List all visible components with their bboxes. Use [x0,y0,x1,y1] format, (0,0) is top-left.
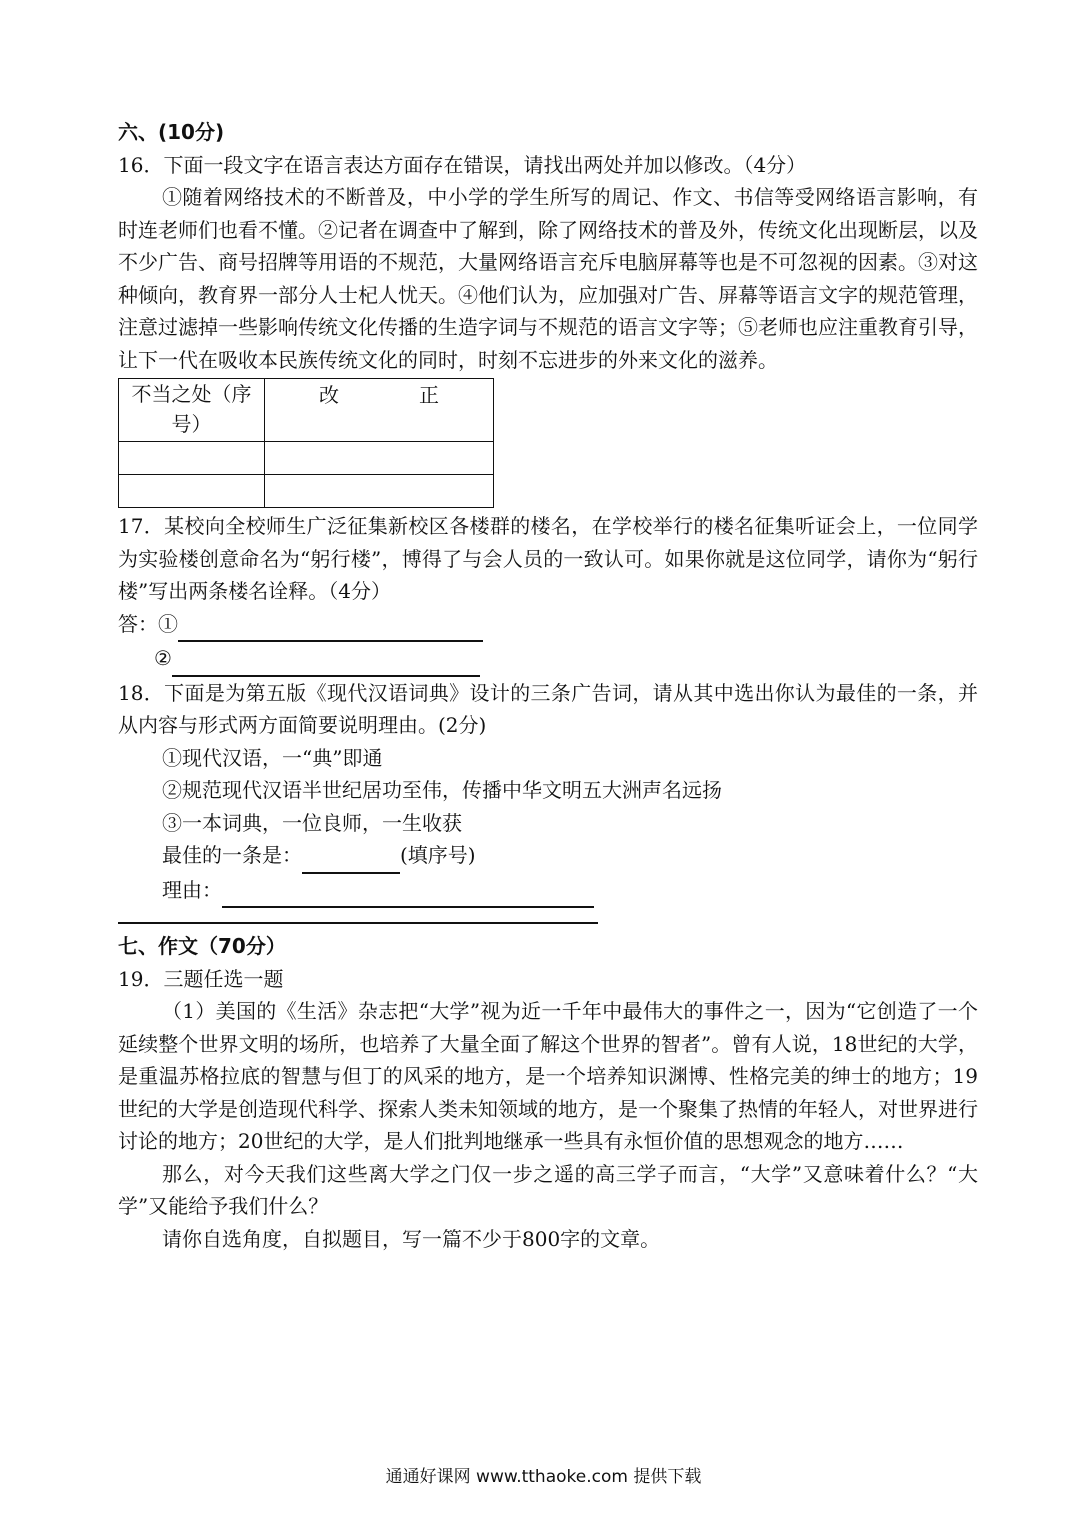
answer-blank-2[interactable] [172,642,480,677]
q18-best-label: 最佳的一条是： [162,843,302,867]
q18-reason-label: 理由： [162,877,222,902]
q16-answer-table [118,378,494,508]
table-cell-blank[interactable] [119,442,265,475]
table-cell-blank[interactable] [265,442,494,475]
table-header-correction: 改 正 [265,379,494,442]
q19-para-2: 那么，对今天我们这些离大学之门仅一步之遥的高三学子而言，“大学”又意味着什么？“大学”又能给予我们什么？ [118,1161,978,1218]
q18-option-1: ①现代汉语，一“典”即通 [162,745,383,770]
q17-answer2-label: ② [154,646,172,670]
q18-option-2: ②规范现代汉语半世纪居功至伟，传播中华文明五大洲声名远扬 [162,778,722,802]
q18-option-3: ③一本词典，一位良师，一生收获 [162,810,462,835]
q17-answer-label: 答：① [118,611,178,636]
q18-prompt: 18．下面是为第五版《现代汉语词典》设计的三条广告词，请从其中选出你认为最佳的一条，并从内容与形式两方面简要说明理由。(2分) [118,680,978,737]
q19-prompt: 19．三题任选一题 [118,966,284,991]
q17-answer-line-2 [118,642,978,677]
q16-passage: ①随着网络技术的不断普及，中小学的学生所写的周记、作文、书信等受网络语言影响，有时连老师们也看不懂。②记者在调查中了解到，除了网络技术的普及外，传统文化出现断层，以及不少广告、商号招牌等用语的不规范，大量网络语言充斥电脑屏幕等也是不可忽视的因素。③对这种倾向，教育界一部分人士杞人忧天。④他们认为，应加强对广告、屏幕等语言文字的规范管理，注意过滤掉一些影响传统文化传播的生造字词与不规范的语言文字等；⑤老师也应注重教育引导，让下一代在吸收本民族传统文化的同时，时刻不忘进步的外来文化的滋养。 [118,185,978,372]
best-choice-blank[interactable] [302,839,400,874]
q18-best-line [118,839,978,874]
q19-para-3: 请你自选角度，自拟题目，写一篇不少于800字的文章。 [162,1226,661,1251]
exam-page [118,116,978,1255]
q16-prompt: 16．下面一段文字在语言表达方面存在错误，请找出两处并加以修改。（4分） [118,152,807,177]
reason-blank[interactable] [222,874,594,909]
q17-answer-line-1 [118,608,978,643]
table-header-error-number: 不当之处（序号） [119,379,265,442]
section-seven-heading: 七、作文（70分） [118,934,286,958]
q18-reason-line [118,874,978,909]
q17-prompt: 17．某校向全校师生广泛征集新校区各楼群的楼名，在学校举行的楼名征集听证会上，一位同学为实验楼创意命名为“躬行楼”，博得了与会人员的一致认可。如果你就是这位同学，请你为“躬行楼”写出两条楼名诠释。（4分） [118,514,978,603]
table-cell-blank[interactable] [119,475,265,508]
q19-para-1: （1）美国的《生活》杂志把“大学”视为近一千年中最伟大的事件之一，因为“它创造了一个延续整个世界文明的场所，也培养了大量全面了解这个世界的智者”。曾有人说，18世纪的大学，是重温苏格拉底的智慧与但丁的风采的地方，是一个培养知识渊博、性格完美的绅士的地方；19世纪的大学是创造现代科学、探索人类未知领域的地方，是一个聚集了热情的年轻人，对世界进行讨论的地方；20世纪的大学，是人们批判地继承一些具有永恒价值的思想观念的地方…… [118,999,978,1153]
answer-blank-1[interactable] [178,608,483,643]
section-six-heading: 六、(10分) [118,120,225,144]
reason-blank-line-2[interactable] [118,922,598,924]
table-cell-blank[interactable] [265,475,494,508]
page-footer: 通通好课网 www.tthaoke.com 提供下载 [385,1467,702,1487]
q18-best-hint: (填序号) [400,843,476,867]
